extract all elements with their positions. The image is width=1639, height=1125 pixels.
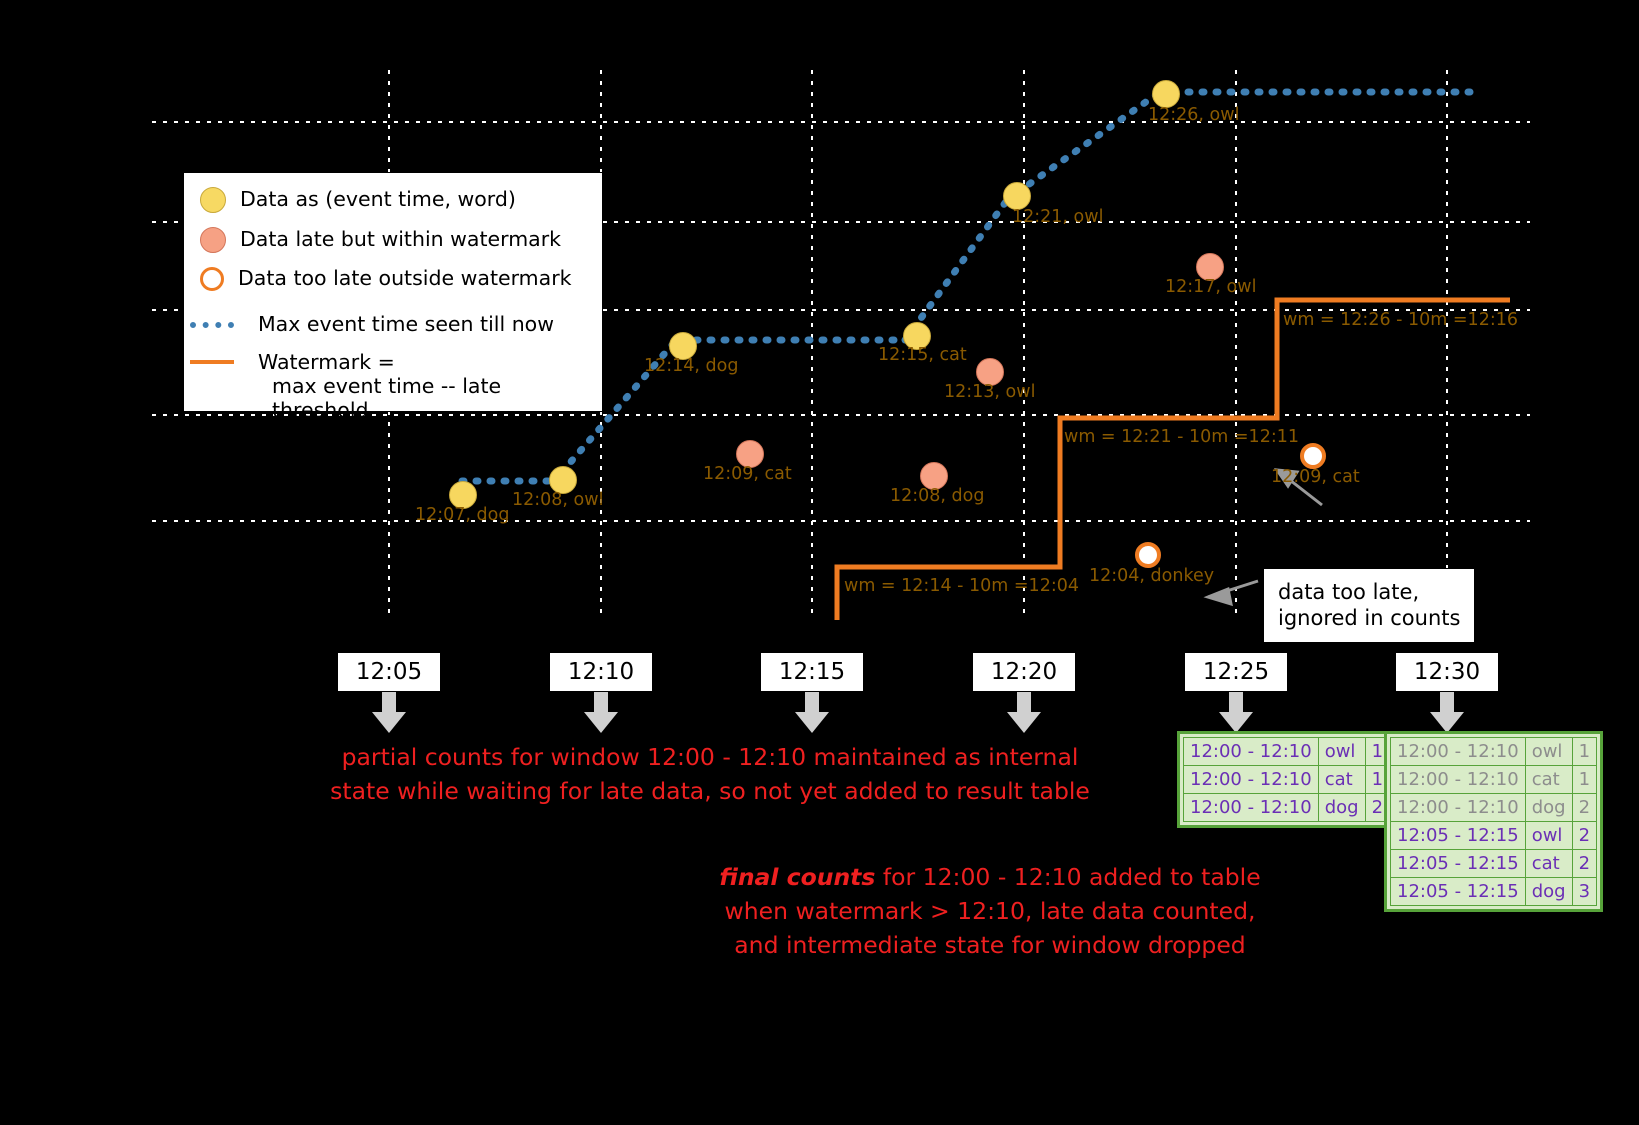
cell-word: cat — [1318, 766, 1365, 794]
cell-count: 2 — [1365, 794, 1389, 822]
table-row — [1184, 766, 1390, 794]
cell-window: 12:00 - 12:10 — [1184, 794, 1319, 822]
data-point-label: 12:09, cat — [1271, 467, 1360, 487]
legend-row-watermark — [200, 351, 586, 375]
legend-label: Watermark = — [258, 349, 395, 374]
annotation-line-1 — [700, 860, 1280, 894]
data-point-label: 12:08, dog — [890, 486, 985, 506]
legend-label: Data too late outside watermark — [238, 266, 572, 291]
annotation-line-2: when watermark > 12:10, late data counted, — [724, 897, 1256, 926]
cell-window: 12:00 - 12:10 — [1391, 738, 1526, 766]
annotation-line-3: and intermediate state for window dropped — [734, 931, 1246, 960]
data-point — [1003, 182, 1031, 210]
table-row — [1184, 738, 1390, 766]
cell-word: owl — [1525, 738, 1572, 766]
legend-watermark-sub: max event time -- late threshold — [272, 374, 502, 423]
orange-solid-line-icon — [190, 360, 234, 364]
data-point-label: 12:21, owl — [1012, 207, 1104, 227]
cell-window: 12:05 - 12:15 — [1391, 878, 1526, 906]
annotation-final-rest: for 12:00 - 12:10 added to table — [875, 863, 1261, 891]
table-row — [1391, 878, 1597, 906]
cell-count: 1 — [1572, 766, 1596, 794]
data-point — [1300, 443, 1326, 469]
axis-tick-1210: 12:10 — [549, 652, 653, 692]
annotation-line: state while waiting for late data, so not yet added to result table — [330, 777, 1090, 806]
cell-word: owl — [1525, 822, 1572, 850]
cell-word: owl — [1318, 738, 1365, 766]
cell-window: 12:00 - 12:10 — [1184, 766, 1319, 794]
cell-count: 2 — [1572, 794, 1596, 822]
legend-label: Max event time seen till now — [258, 312, 554, 336]
cell-window: 12:05 - 12:15 — [1391, 850, 1526, 878]
annotation-final-lead: final counts — [719, 863, 876, 891]
legend — [183, 172, 603, 423]
legend-row-late-within — [200, 227, 586, 253]
legend-row-too-late — [200, 267, 586, 291]
table-row — [1391, 822, 1597, 850]
cell-word: dog — [1318, 794, 1365, 822]
result-table-1225 — [1177, 731, 1396, 828]
watermark-label: wm = 12:26 - 10m =12:16 — [1283, 310, 1518, 330]
legend-row-max-event-time — [200, 313, 586, 337]
callout-line-1: data too late, — [1278, 580, 1420, 604]
table-row — [1391, 850, 1597, 878]
blue-dotted-line-icon — [190, 322, 234, 328]
data-point-label: 12:07, dog — [415, 505, 510, 525]
data-point-label: 12:04, donkey — [1089, 566, 1215, 586]
cell-window: 12:00 - 12:10 — [1391, 766, 1526, 794]
axis-tick-1205: 12:05 — [337, 652, 441, 692]
data-point — [1135, 542, 1161, 568]
legend-row-data — [200, 187, 586, 213]
axis-tick-1230: 12:30 — [1395, 652, 1499, 692]
axis-tick-1220: 12:20 — [972, 652, 1076, 692]
result-table — [1390, 737, 1597, 906]
cell-word: dog — [1525, 794, 1572, 822]
result-table — [1183, 737, 1390, 822]
data-point-label: 12:26, owl — [1148, 105, 1240, 125]
table-row — [1391, 794, 1597, 822]
annotation-line: partial counts for window 12:00 - 12:10 maintained as internal — [341, 743, 1079, 771]
salmon-dot-icon — [200, 227, 226, 253]
cell-word: cat — [1525, 766, 1572, 794]
table-row — [1184, 794, 1390, 822]
table-row — [1391, 738, 1597, 766]
cell-count: 2 — [1572, 850, 1596, 878]
cell-window: 12:05 - 12:15 — [1391, 822, 1526, 850]
data-point-label: 12:15, cat — [878, 345, 967, 365]
cell-count: 1 — [1365, 738, 1389, 766]
data-point — [1152, 80, 1180, 108]
annotation-final-counts — [700, 860, 1280, 962]
callout-line-2: ignored in counts — [1278, 606, 1461, 631]
axis-tick-1215: 12:15 — [760, 652, 864, 692]
watermark-label: wm = 12:14 - 10m =12:04 — [844, 576, 1079, 596]
hollow-circle-icon — [200, 267, 224, 291]
yellow-dot-icon — [200, 187, 226, 213]
cell-word: dog — [1525, 878, 1572, 906]
cell-window: 12:00 - 12:10 — [1391, 794, 1526, 822]
data-point-label: 12:08, owl — [512, 490, 604, 510]
result-table-1230 — [1384, 731, 1603, 912]
cell-word: cat — [1525, 850, 1572, 878]
cell-count: 1 — [1572, 738, 1596, 766]
watermark-label: wm = 12:21 - 10m =12:11 — [1064, 427, 1299, 447]
data-point-label: 12:17, owl — [1165, 277, 1257, 297]
data-point-label: 12:09, cat — [703, 464, 792, 484]
callout-too-late — [1263, 568, 1475, 643]
cell-count: 3 — [1572, 878, 1596, 906]
table-row — [1391, 766, 1597, 794]
cell-window: 12:00 - 12:10 — [1184, 738, 1319, 766]
annotation-partial-counts — [330, 740, 1090, 808]
axis-tick-1225: 12:25 — [1184, 652, 1288, 692]
legend-label: Data as (event time, word) — [240, 187, 516, 212]
cell-count: 2 — [1572, 822, 1596, 850]
legend-label: Data late but within watermark — [240, 227, 562, 252]
data-point-label: 12:13, owl — [944, 382, 1036, 402]
data-point-label: 12:14, dog — [644, 356, 739, 376]
cell-count: 1 — [1365, 766, 1389, 794]
